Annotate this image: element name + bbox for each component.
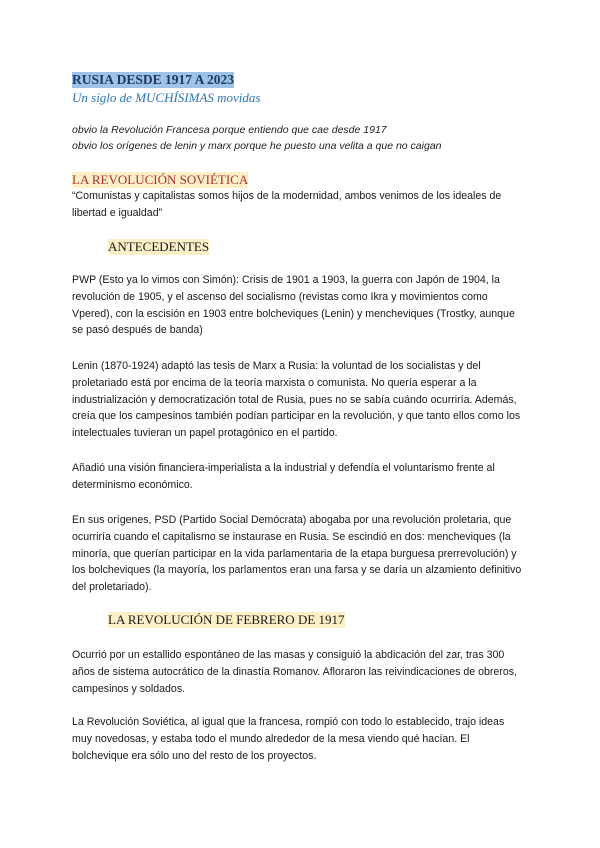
section-heading-revolucion-febrero: LA REVOLUCIÓN DE FEBRERO DE 1917 bbox=[108, 612, 345, 627]
paragraph-estallido: Ocurrió por un estallido espontáneo de las masas y consiguió la abdicación del zar, tras 300 años de sistema autocrático de la dinastía Romanov. Afloraron las reivindicaciones de obreros, campesinos y soldados. bbox=[72, 649, 517, 695]
paragraph-revolucion-sovietica: La Revolución Soviética, al igual que la francesa, rompió con todo lo establecido, trajo ideas muy novedosas, y estaba todo el mundo alrededor de la mesa viendo qué hacían. El bolchevique era sólo uno del resto de los proyectos. bbox=[72, 716, 505, 762]
section-heading-antecedentes: ANTECEDENTES bbox=[108, 239, 210, 254]
paragraph-pwp: PWP (Esto ya lo vimos con Simón): Crisis de 1901 a 1903, la guerra con Japón de 1904, la revolución de 1905, y el ascenso del socialismo (revistas como Ikra y movimientos como Vpered), con la escisión en 1903 entre bolcheviques (Lenin) y mencheviques (Trostky, aunque se pasó después de banda) bbox=[72, 274, 515, 337]
paragraph-psd: En sus orígenes, PSD (Partido Social Demócrata) abogaba por una revolución proletaria, que ocurriría cuando el capitalismo se instaurase en Rusia. Se escindió en dos: mencheviques (la minoría, que querían participar en la vida parlamentaria de la etapa burguesa prerrevolución) y los bolcheviques (la mayoría, los parlamentos eran una farsa y se daría un alzamiento definitivo del proletariado). bbox=[72, 514, 522, 594]
note-2: obvio los orígenes de lenin y marx porque he puesto una velita a que no caigan bbox=[72, 140, 442, 152]
note-1: obvio la Revolución Francesa porque entiendo que cae desde 1917 bbox=[72, 124, 387, 136]
document-title: RUSIA DESDE 1917 A 2023 bbox=[72, 72, 235, 87]
section-heading-revolucion-sovietica: LA REVOLUCIÓN SOVIÉTICA bbox=[72, 172, 249, 187]
paragraph-lenin: Lenin (1870-1924) adaptó las tesis de Marx a Rusia: la voluntad de los socialistas y del proletariado está por encima de la teoría marxista o comunista. No quería esperar a la industrialización y democratización total de Rusia, pues no se sabía cuándo ocurriría. Además, creía que los campesinos también podían participar en la revolución, y que tanto ellos como los intelectuales tuvieran un papel protagónico en el partido. bbox=[72, 360, 521, 440]
section-quote: “Comunistas y capitalistas somos hijos de la modernidad, ambos venimos de los ideales de libertad e igualdad” bbox=[72, 190, 502, 219]
document-subtitle: Un siglo de MUCHÍSIMAS movidas bbox=[72, 90, 261, 105]
paragraph-vision-financiera: Añadió una visión financiera-imperialista a la industrial y defendía el voluntarismo frente al determinismo económico. bbox=[72, 462, 495, 491]
